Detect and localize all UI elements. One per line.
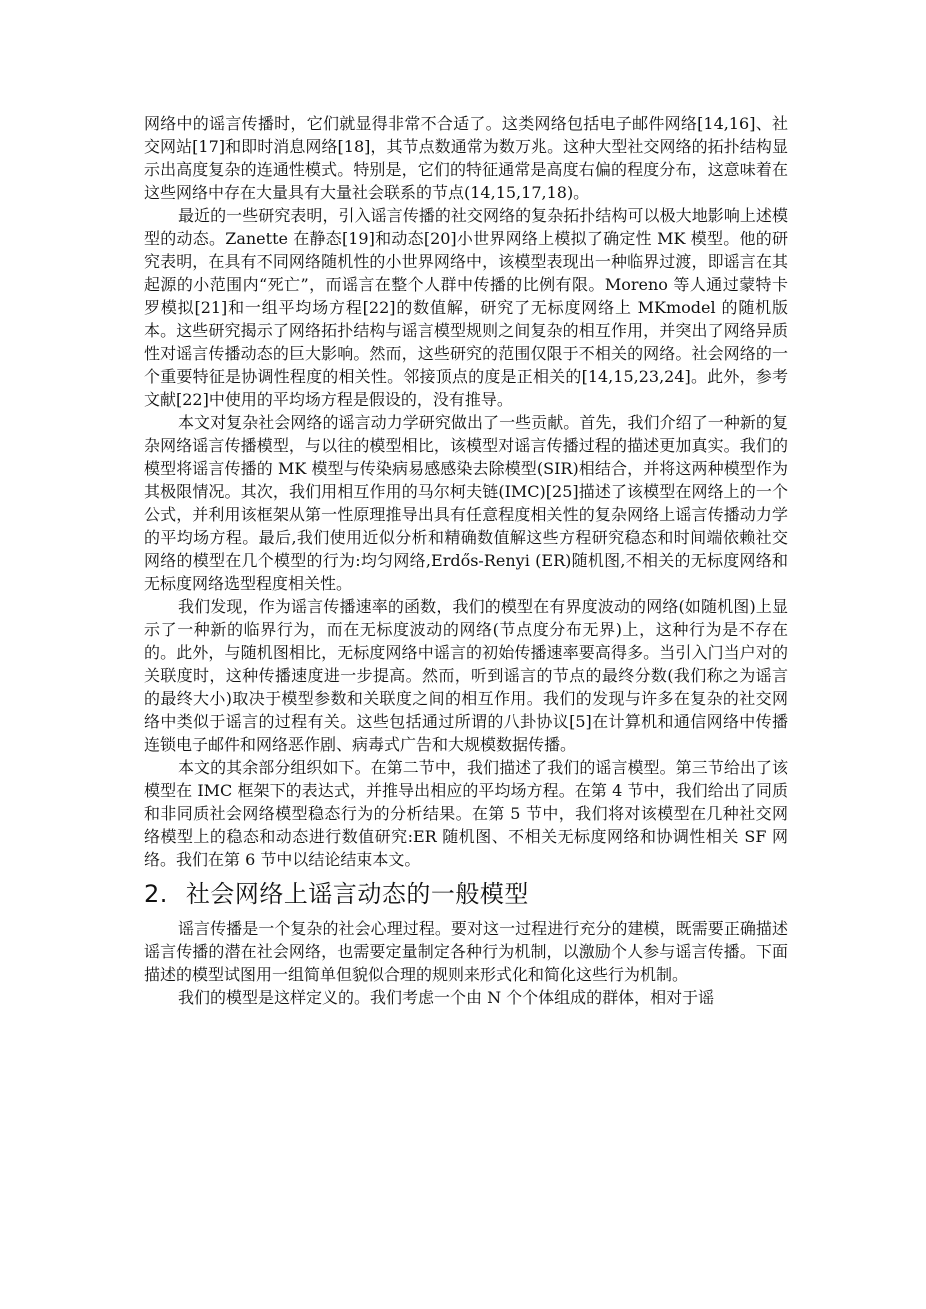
paragraph-4: 我们发现，作为谣言传播速率的函数，我们的模型在有界度波动的网络(如随机图)上显示了一种新的临界行为，而在无标度波动的网络(节点度分布无界)上，这种行为是不存在的。此外，与随机图相比，无标度网络中谣言的初始传播速率要高得多。当引入门当户对的关联度时，这种传播速度进一步提高。然而，听到谣言的节点的最终分数(我们称之为谣言的最终大小)取决于模型参数和关联度之间的相互作用。我们的发现与许多在复杂的社交网络中类似于谣言的过程有关。这些包括通过所谓的八卦协议[5]在计算机和通信网络中传播连锁电子邮件和网络恶作剧、病毒式广告和大规模数据传播。 bbox=[144, 597, 788, 754]
paragraph-2: 最近的一些研究表明，引入谣言传播的社交网络的复杂拓扑结构可以极大地影响上述模型的动态。Zanette 在静态[19]和动态[20]小世界网络上模拟了确定性 MK 模型。他的研究表明，在具有不同网络随机性的小世界网络中，该模型表现出一种临界过渡，即谣言在其起源的小范围内“死亡”，而谣言在整个人群中传播的比例有限。Moreno 等人通过蒙特卡罗模拟[21]和一组平均场方程[22]的数值解，研究了无标度网络上 MKmodel 的随机版本。这些研究揭示了网络拓扑结构与谣言模型规则之间复杂的相互作用，并突出了网络异质性对谣言传播动态的巨大影响。然而，这些研究的范围仅限于不相关的网络。社会网络的一个重要特征是协调性程度的相关性。邻接顶点的度是正相关的[14,15,23,24]。此外，参考文献[22]中使用的平均场方程是假设的，没有推导。 bbox=[144, 206, 788, 409]
paragraph-6: 谣言传播是一个复杂的社会心理过程。要对这一过程进行充分的建模，既需要正确描述谣言传播的潜在社会网络，也需要定量制定各种行为机制，以激励个人参与谣言传播。下面描述的模型试图用一组简单但貌似合理的规则来形式化和简化这些行为机制。 bbox=[144, 919, 788, 984]
paragraph-1: 网络中的谣言传播时，它们就显得非常不合适了。这类网络包括电子邮件网络[14,16]、社交网站[17]和即时消息网络[18]，其节点数通常为数万兆。这种大型社交网络的拓扑结构显示出高度复杂的连通性模式。特别是，它们的特征通常是高度右偏的程度分布，这意味着在这些网络中存在大量具有大量社会联系的节点(14,15,17,18)。 bbox=[144, 114, 788, 202]
section-number: 2. bbox=[144, 880, 168, 908]
section-title: 社会网络上谣言动态的一般模型 bbox=[185, 880, 529, 908]
paragraph-5: 本文的其余部分组织如下。在第二节中，我们描述了我们的谣言模型。第三节给出了该模型在 IMC 框架下的表达式，并推导出相应的平均场方程。在第 4 节中，我们给出了同质和非同质社会网络模型稳态行为的分析结果。在第 5 节中，我们将对该模型在几种社交网络模型上的稳态和动态进行数值研究:ER 随机图、不相关无标度网络和协调性相关 SF 网络。我们在第 6 节中以结论结束本文。 bbox=[144, 758, 788, 869]
paragraph-7: 我们的模型是这样定义的。我们考虑一个由 N 个个体组成的群体，相对于谣 bbox=[178, 988, 715, 1007]
paragraph-3: 本文对复杂社会网络的谣言动力学研究做出了一些贡献。首先，我们介绍了一种新的复杂网络谣言传播模型，与以往的模型相比，该模型对谣言传播过程的描述更加真实。我们的模型将谣言传播的 MK 模型与传染病易感感染去除模型(SIR)相结合，并将这两种模型作为其极限情况。其次，我们用相互作用的马尔柯夫链(IMC)[25]描述了该模型在网络上的一个公式，并利用该框架从第一性原理推导出具有任意程度相关性的复杂网络上谣言传播动力学的平均场方程。最后,我们使用近似分析和精确数值解这些方程研究稳态和时间端依赖社交网络的模型在几个模型的行为:均匀网络,Erdős-Renyi (ER)随机图,不相关的无标度网络和无标度网络选型程度相关性。 bbox=[144, 413, 788, 593]
document-page bbox=[144, 112, 788, 1009]
section-heading bbox=[144, 877, 788, 911]
